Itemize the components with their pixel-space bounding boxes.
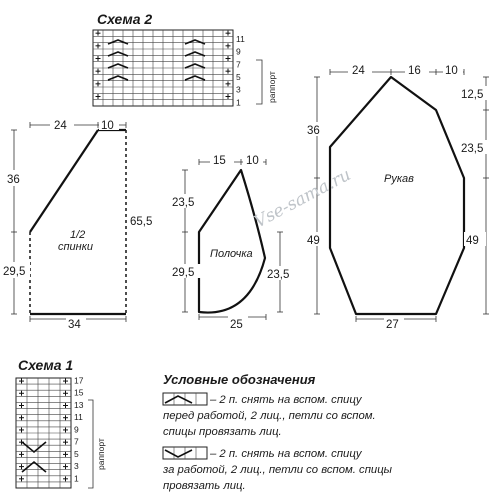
sleeve-dim-top-left: 24 xyxy=(352,65,365,77)
back-label-line1: 1/2 xyxy=(70,229,86,241)
front-label: Полочка xyxy=(210,248,253,260)
legend-item1-line3: спицы провязать лиц. xyxy=(163,426,282,438)
scheme1-row-1: 1 xyxy=(74,473,79,484)
back-dim-left-lower: 29,5 xyxy=(3,266,26,278)
legend-item2-line1: – 2 п. снять на вспом. спицу xyxy=(210,448,362,460)
legend-item2-line2: за работой, 2 лиц., петли со вспом. спицы xyxy=(163,464,392,476)
front-dim-top-right: 10 xyxy=(246,155,259,167)
scheme2-row-7: 7 xyxy=(236,59,241,70)
scheme1-row-9: 9 xyxy=(74,424,79,435)
scheme2-row-5: 5 xyxy=(236,72,241,83)
front-dim-left-lower: 29,5 xyxy=(172,267,195,279)
scheme1-row-5: 5 xyxy=(74,448,79,459)
watermark: Vse-sama.ru xyxy=(250,164,355,233)
sleeve-dim-left-lower: 49 xyxy=(307,235,320,247)
scheme2-repeat-bracket xyxy=(256,60,262,104)
sleeve-dim-right-upper: 23,5 xyxy=(461,143,484,155)
scheme1-grid xyxy=(16,378,71,488)
scheme2-row-3: 3 xyxy=(236,84,241,95)
sleeve-dim-bottom: 27 xyxy=(386,319,399,331)
sleeve-dimension-lines xyxy=(314,69,489,322)
front-dim-top-left: 15 xyxy=(213,155,226,167)
back-dim-right: 65,5 xyxy=(130,216,153,228)
sleeve-dim-right-top: 12,5 xyxy=(461,89,484,101)
back-label-line2: спинки xyxy=(58,241,94,253)
scheme2-row-numbers xyxy=(236,34,245,107)
back-dim-left-upper: 36 xyxy=(7,174,20,186)
back-piece xyxy=(30,130,126,314)
scheme2-row-1: 1 xyxy=(236,97,241,108)
front-dim-right: 23,5 xyxy=(267,269,290,281)
legend-item1-line2: перед работой, 2 лиц., петли со вспом. xyxy=(163,410,376,422)
scheme1-row-13: 13 xyxy=(74,399,84,410)
scheme1-title: Схема 1 xyxy=(18,357,74,373)
scheme1-row-3: 3 xyxy=(74,461,79,472)
legend-symbol-1 xyxy=(163,393,207,405)
scheme1-row-11: 11 xyxy=(74,412,83,423)
sleeve-dim-top-mid: 16 xyxy=(408,65,421,77)
scheme2-row-11: 11 xyxy=(236,34,245,45)
scheme2-title: Схема 2 xyxy=(97,11,153,27)
front-dim-left-upper: 23,5 xyxy=(172,197,195,209)
scheme2-grid xyxy=(93,30,233,106)
front-dim-bottom: 25 xyxy=(230,319,243,331)
sleeve-dim-right-lower: 49 xyxy=(466,235,479,247)
back-dim-bottom: 34 xyxy=(68,319,81,331)
scheme2-repeat-label: раппорт xyxy=(267,71,277,103)
back-dim-top-left: 24 xyxy=(54,120,67,132)
front-piece xyxy=(199,170,265,313)
legend-item1-line1: – 2 п. снять на вспом. спицу xyxy=(210,394,362,406)
back-dimension-lines xyxy=(11,122,126,322)
scheme1-row-numbers xyxy=(74,376,84,484)
sleeve-piece xyxy=(330,77,464,314)
sleeve-label: Рукав xyxy=(384,173,414,185)
legend-symbol-2 xyxy=(163,447,207,459)
legend-title: Условные обозначения xyxy=(163,372,316,387)
scheme2-row-9: 9 xyxy=(236,46,241,57)
scheme1-repeat-bracket xyxy=(88,400,93,488)
sleeve-dim-top-right: 10 xyxy=(445,65,458,77)
scheme1-row-7: 7 xyxy=(74,436,79,447)
sleeve-dim-left-upper: 36 xyxy=(307,125,320,137)
legend-item2-line3: провязать лиц. xyxy=(163,480,246,492)
scheme1-row-15: 15 xyxy=(74,387,84,398)
scheme1-row-17: 17 xyxy=(74,375,84,386)
back-dim-top-right: 10 xyxy=(101,120,114,132)
scheme1-repeat-label: раппорт xyxy=(96,438,106,470)
